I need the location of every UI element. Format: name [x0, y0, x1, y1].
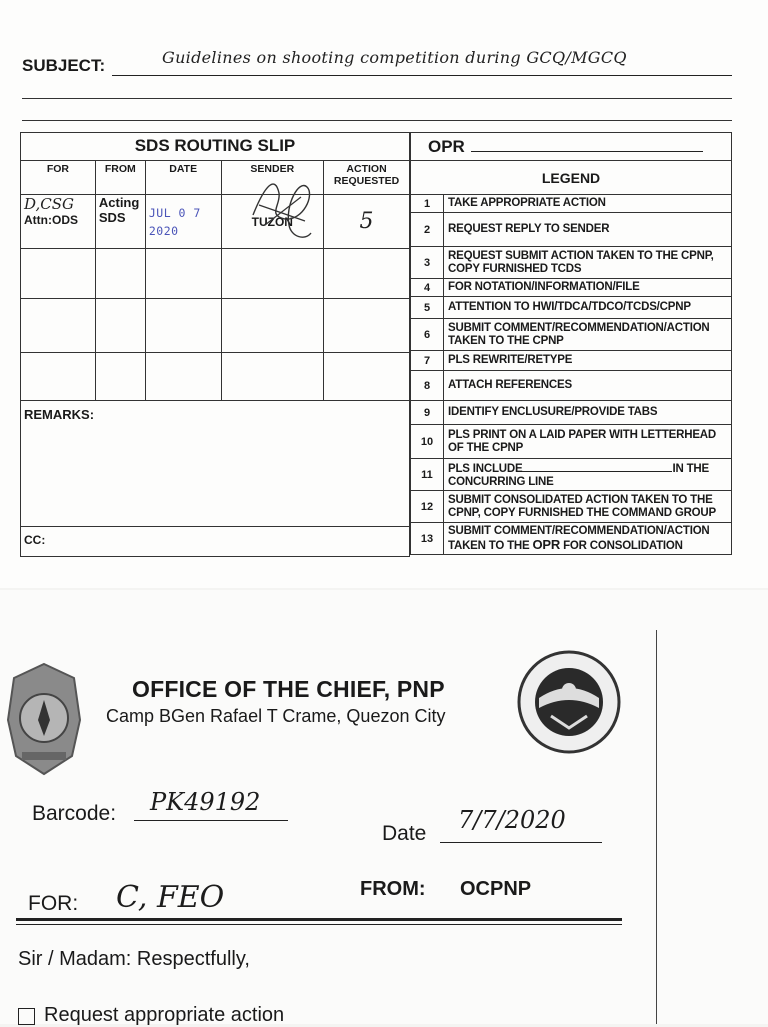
- sender-value: TUZON: [251, 214, 293, 229]
- legend-item-part: SUBMIT COMMENT/RECOMMENDATION/ACTION TAKEN TO THE: [448, 524, 710, 552]
- legend-num: 2: [411, 213, 444, 247]
- legend-num: 5: [411, 297, 444, 319]
- legend-num: 10: [411, 425, 444, 459]
- empty-cell: [21, 299, 96, 353]
- legend-num: 11: [411, 459, 444, 491]
- legend-item-part: IN THE: [672, 462, 709, 475]
- entry-date: [145, 195, 221, 249]
- include-line: [522, 461, 672, 472]
- attn-value: Attn:ODS: [24, 213, 78, 227]
- empty-cell: [21, 353, 96, 401]
- date-line: [440, 842, 602, 843]
- blank-line: [22, 120, 732, 121]
- col-sender: SENDER: [221, 161, 324, 195]
- empty-cell: [145, 353, 221, 401]
- col-for: FOR: [21, 161, 96, 195]
- memo-edge: [656, 630, 657, 1024]
- opr-label: OPR: [428, 136, 465, 156]
- pnp-badge-icon: [4, 660, 84, 778]
- barcode-line: [134, 820, 288, 821]
- legend-item-part: PLS INCLUDE: [448, 462, 523, 475]
- legend-item: REQUEST REPLY TO SENDER: [444, 213, 732, 247]
- legend-num: 4: [411, 279, 444, 297]
- legend-item: IDENTIFY ENCLUSURE/PROVIDE TABS: [444, 401, 732, 425]
- routing-slip-title: SDS ROUTING SLIP: [21, 133, 410, 161]
- legend-num: 9: [411, 401, 444, 425]
- empty-cell: [221, 299, 324, 353]
- legend-item-part: FOR CONSOLIDATION: [563, 539, 683, 552]
- legend-item: TAKE APPROPRIATE ACTION: [444, 195, 732, 213]
- legend-num: 8: [411, 371, 444, 401]
- legend-num: 1: [411, 195, 444, 213]
- empty-cell: [145, 249, 221, 299]
- empty-cell: [21, 249, 96, 299]
- date-value: 7/7/2020: [458, 806, 566, 834]
- legend-item: ATTACH REFERENCES: [444, 371, 732, 401]
- empty-cell: [95, 249, 145, 299]
- opr-line: [471, 139, 703, 152]
- office-subtitle: Camp BGen Rafael T Crame, Quezon City: [106, 706, 446, 726]
- for-label: FOR:: [28, 892, 79, 915]
- request-action-checkbox[interactable]: [18, 1008, 35, 1025]
- salutation: Sir / Madam: Respectfully,: [18, 948, 250, 970]
- legend-num: 13: [411, 523, 444, 555]
- empty-cell: [95, 299, 145, 353]
- barcode-label: Barcode:: [32, 802, 117, 825]
- empty-cell: [221, 353, 324, 401]
- legend-item: FOR NOTATION/INFORMATION/FILE: [444, 279, 732, 297]
- legend-num: 6: [411, 319, 444, 351]
- entry-for: [21, 195, 96, 249]
- entry-action: [324, 195, 410, 249]
- legend-item: SUBMIT COMMENT/RECOMMENDATION/ACTION TAKEN TO THE CPNP: [444, 319, 732, 351]
- legend-title: LEGEND: [411, 161, 732, 195]
- for-value: C, FEO: [116, 880, 225, 915]
- empty-cell: [145, 299, 221, 353]
- request-action-label: Request appropriate action: [44, 1004, 285, 1026]
- office-title: OFFICE OF THE CHIEF, PNP: [132, 676, 445, 702]
- legend-item: [444, 523, 732, 555]
- legend-item: [444, 459, 732, 491]
- legend-item-part: CONCURRING LINE: [448, 475, 554, 488]
- legend-num: 3: [411, 247, 444, 279]
- legend-num: 12: [411, 491, 444, 523]
- action-value: 5: [359, 209, 374, 234]
- entry-from: Acting SDS: [95, 195, 145, 249]
- routing-table: [20, 132, 410, 557]
- from-value: OCPNP: [460, 878, 532, 900]
- double-rule: [16, 918, 622, 925]
- legend-table: [410, 132, 732, 555]
- remarks-label: REMARKS:: [21, 401, 410, 527]
- sender-signature: [245, 175, 325, 245]
- from-label: FROM:: [360, 878, 426, 900]
- blank-line: [22, 98, 732, 99]
- empty-cell: [95, 353, 145, 401]
- legend-item-part: OPR: [532, 536, 561, 552]
- opr-row: [411, 133, 732, 161]
- legend-item: REQUEST SUBMIT ACTION TAKEN TO THE CPNP, COPY FURNISHED TCDS: [444, 247, 732, 279]
- col-action-requested: ACTION REQUESTED: [324, 161, 410, 195]
- empty-cell: [324, 353, 410, 401]
- subject-line: [112, 75, 732, 76]
- legend-item: PLS PRINT ON A LAID PAPER WITH LETTERHEAD OF THE CPNP: [444, 425, 732, 459]
- subject-row: [22, 48, 732, 82]
- empty-cell: [221, 249, 324, 299]
- empty-cell: [324, 299, 410, 353]
- date-label: Date: [382, 822, 427, 845]
- for-value: D,CSG: [24, 195, 74, 213]
- barcode-value: PK49192: [150, 788, 261, 816]
- date-stamp: JUL 0 7 2020: [148, 205, 201, 238]
- memo: [0, 590, 768, 1024]
- legend-item: ATTENTION TO HWI/TDCA/TDCO/TCDS/CPNP: [444, 297, 732, 319]
- empty-cell: [324, 249, 410, 299]
- subject-label: SUBJECT:: [22, 56, 106, 75]
- legend-item: SUBMIT CONSOLIDATED ACTION TAKEN TO THE CPNP, COPY FURNISHED THE COMMAND GROUP: [444, 491, 732, 523]
- col-from: FROM: [95, 161, 145, 195]
- cc-label: CC:: [21, 527, 410, 557]
- legend-num: 7: [411, 351, 444, 371]
- subject-value: Guidelines on shooting competition during GCQ/MGCQ: [162, 48, 627, 67]
- pnp-seal-icon: [515, 648, 623, 756]
- col-date: DATE: [145, 161, 221, 195]
- legend-item: PLS REWRITE/RETYPE: [444, 351, 732, 371]
